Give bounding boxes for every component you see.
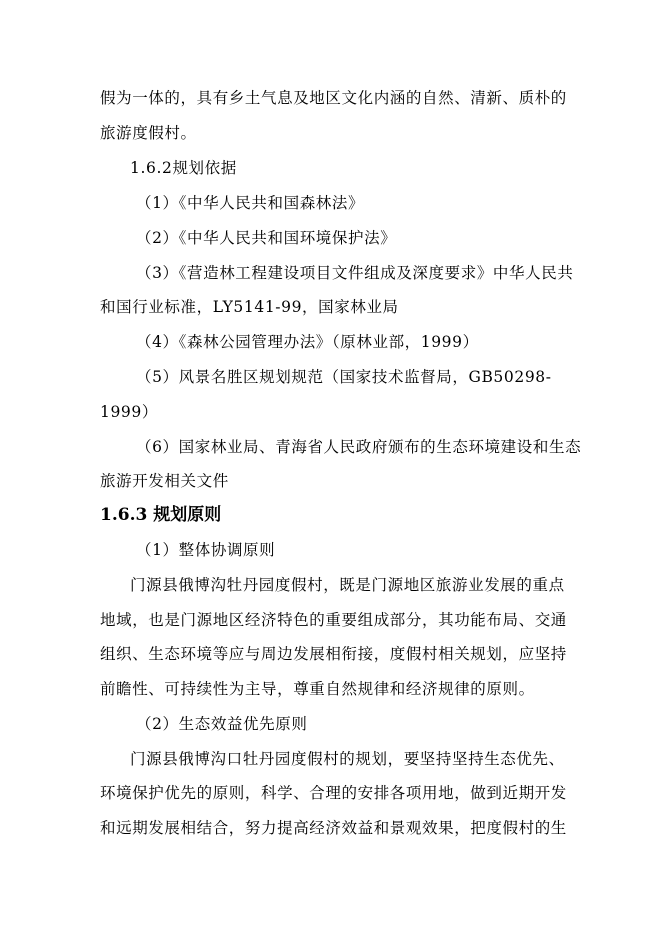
list-item: （1）《中华人民共和国森林法》 <box>136 194 365 212</box>
list-item: （6）国家林业局、青海省人民政府颁布的生态环境建设和生态 <box>136 438 582 456</box>
paragraph-line: 和远期发展相结合，努力提高经济效益和景观效果，把度假村的生 <box>100 819 567 837</box>
list-item: （1）整体协调原则 <box>136 541 276 559</box>
paragraph-line: 环境保护优先的原则，科学、合理的安排各项用地，做到近期开发 <box>100 784 567 802</box>
list-item: （2）生态效益优先原则 <box>136 715 308 733</box>
list-item: （5）风景名胜区规划规范（国家技术监督局，GB50298- <box>136 368 552 386</box>
subsection-title: 1.6.2规划依据 <box>130 159 237 177</box>
section-heading: 1.6.3 规划原则 <box>100 505 222 525</box>
paragraph-line: 地域，也是门源地区经济特色的重要组成部分，其功能布局、交通 <box>100 611 567 629</box>
text-line: 1999） <box>100 403 158 421</box>
list-item: （4）《森林公园管理办法》（原林业部，1999） <box>136 333 479 351</box>
text-line: 旅游度假村。 <box>100 124 197 142</box>
paragraph-line: 组织、生态环境等应与周边发展相衔接，度假村相关规划，应坚持 <box>100 645 567 663</box>
list-item: （3）《营造林工程建设项目文件组成及深度要求》中华人民共 <box>136 264 574 282</box>
text-line: 和国行业标准，LY5141-99，国家林业局 <box>100 298 399 316</box>
paragraph-line: 前瞻性、可持续性为主导，尊重自然规律和经济规律的原则。 <box>100 680 535 698</box>
paragraph-line: 门源县俄博沟口牡丹园度假村的规划，要坚持坚持生态优先、 <box>130 750 565 768</box>
paragraph-line: 门源县俄博沟牡丹园度假村，既是门源地区旅游业发展的重点 <box>130 576 565 594</box>
text-line: 旅游开发相关文件 <box>100 472 229 490</box>
text-line: 假为一体的，具有乡土气息及地区文化内涵的自然、清新、质朴的 <box>100 89 567 107</box>
list-item: （2）《中华人民共和国环境保护法》 <box>136 229 397 247</box>
